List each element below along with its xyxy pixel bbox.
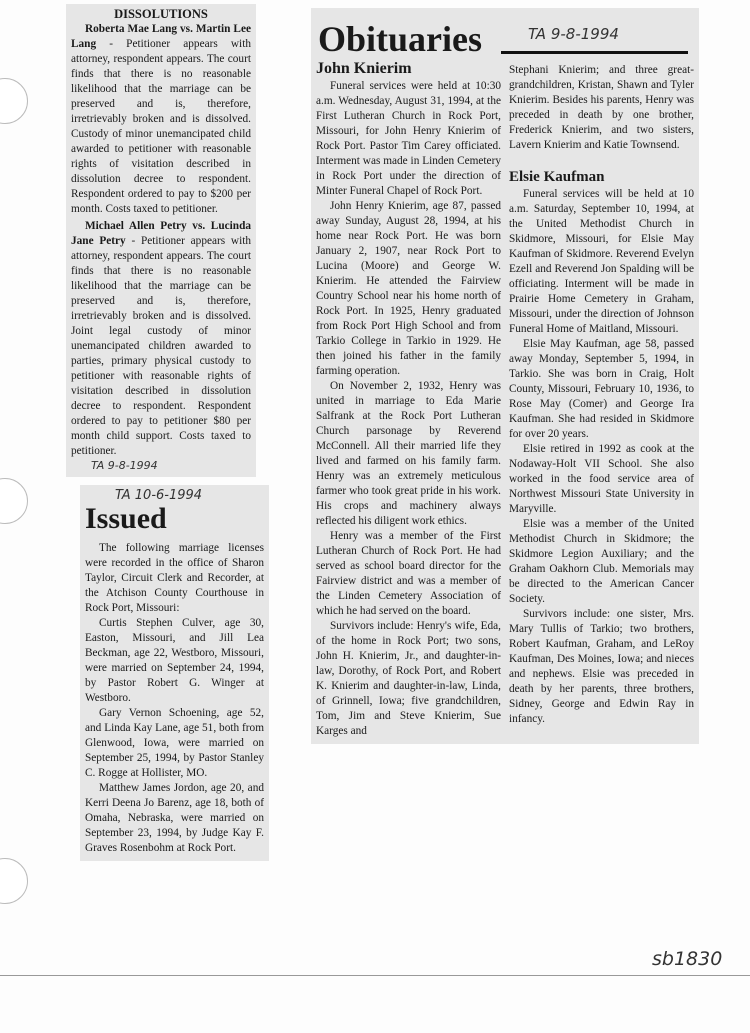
page-label: sb1830 (652, 948, 723, 970)
obit-paragraph: Funeral services will be held at 10 a.m. Saturday, September 10, 1994, at the United Methodist Church in Skidmore, Missouri, for Elsie May Kaufman of Skidmore. Reverend Evelyn Ezell and Reverend Jon Spalding will be officiating. Interment will be made in Prairie Home Cemetery in Graham, Missouri, under the direction of Johnson Funeral Home of Maitland, Missouri. (509, 188, 694, 335)
issued-clipping (80, 485, 269, 861)
page-edge-line (0, 975, 750, 976)
heading-rule (501, 51, 688, 54)
case-1-names: Roberta Mae Lang vs. Martin Lee Lang (71, 23, 251, 50)
issued-heading: Issued (85, 502, 167, 535)
obit-paragraph: Survivors include: Henry's wife, Eda, of the home in Rock Port; two sons, John H. Knierim, Jr., and daughter-in-law, Dorothy, of Rock Port, and Robert K. Knierim and daughter-in-law, Linda, of Grinnell, Iowa; five grandchildren, Tom, Jim and Steve Knierim, Sue Karges and (316, 620, 501, 737)
obit-paragraph: Elsie May Kaufman, age 58, passed away Monday, September 5, 1994, in Tarkio. She was born in Craig, Holt County, Missouri, February 10, 1936, to Rose May (Comer) and George Ira Kaufman. She had resided in Skidmore for over 20 years. (509, 338, 694, 440)
case-2 (71, 219, 251, 459)
obit-paragraph: Stephani Knierim; and three great-grandchildren, Kristan, Shawn and Tyler Knierim. Besides his parents, Henry was preceded in death by one brother, Frederick Knierim, and two sisters, Lavern Knierim and Katie Townsend. (509, 64, 694, 151)
handwritten-date: TA 10-6-1994 (115, 488, 203, 503)
dissolutions-clipping (66, 4, 256, 477)
obit-name-elsie: Elsie Kaufman (509, 169, 605, 185)
obit-column-right (509, 59, 694, 739)
obit-paragraph: Elsie was a member of the United Methodist Church in Skidmore; the Skidmore Legion Auxiliary; and the Graham Oakhorn Club. Memorials may be directed to the American Cancer Society. (509, 518, 694, 605)
handwritten-date: TA 9-8-1994 (91, 459, 158, 472)
obituaries-clipping (311, 8, 699, 744)
issued-paragraph: Matthew James Jordon, age 20, and Kerri Deena Jo Barenz, age 18, both of Omaha, Nebraska, were married on September 23, 1994, by Judge Kay F. Graves Rosenbohm at Rock Port. (85, 782, 264, 854)
obit-column-left (316, 59, 501, 739)
case-1 (71, 22, 251, 217)
obit-paragraph: On November 2, 1932, Henry was united in marriage to Eda Marie Salfrank at the Rock Port Lutheran Church parsonage by Reverend McConnell. All their married life they lived and farmed on his family farm. Henry was an extremely meticulous farmer who took great pride in his work. His crops and machinery always reflected his diligent work ethics. (316, 380, 501, 527)
handwritten-date: TA 9-8-1994 (528, 25, 619, 43)
left-column (66, 4, 271, 861)
issued-paragraph: Curtis Stephen Culver, age 30, Easton, Missouri, and Jill Lea Beckman, age 22, Westboro, Missouri, were married on September 24, 1994, by Pastor Robert G. Winger at Westboro. (85, 617, 264, 704)
obit-name-john: John Knierim (316, 60, 412, 77)
case-1-text: - Petitioner appears with attorney, respondent appears. The court finds that there is no reasonable likelihood that the marriage can be preserved and is, therefore, irretrievably broken and is dissolved. Custody of minor unemancipated child awarded to petitioner with reasonable rights of visitation described in dissolution decree to respondent. Respondent ordered to pay to $200 per month. Costs taxed to petitioner. (71, 38, 251, 215)
obituaries-header (316, 11, 694, 59)
punch-hole (0, 858, 28, 904)
dissolutions-heading: DISSOLUTIONS (114, 7, 208, 21)
case-2-names: Michael Allen Petry vs. Lucinda Jane Petry (71, 220, 251, 247)
punch-hole (0, 78, 28, 124)
obit-paragraph: Funeral services were held at 10:30 a.m. Wednesday, August 31, 1994, at the First Lutheran Church in Rock Port, Missouri, for John Henry Knierim of Rock Port. Pastor Tim Carey officiated. Interment was made in Linden Cemetery in Rock Port under the direction of Minter Funeral Chapel of Rock Port. (316, 80, 501, 197)
case-2-text: - Petitioner appears with attorney, respondent appears. The court finds that there is no reasonable likelihood that the marriage can be preserved and is, therefore, irretrievably broken and is dissolved. Joint legal custody of minor unemancipated children awarded to parties, primary physical custody to petitioner with reasonable rights of visitation described in dissolution decree to respondent. Respondent ordered to pay to petitioner $80 per month child support. Costs taxed to petitioner. (71, 235, 251, 457)
issued-paragraph: The following marriage licenses were recorded in the office of Sharon Taylor, Circuit Clerk and Recorder, at the Atchison County Courthouse in Rock Port, Missouri: (85, 542, 264, 614)
obituaries-heading: Obituaries (318, 19, 483, 59)
punch-hole (0, 478, 28, 524)
obit-paragraph: Elsie retired in 1992 as cook at the Nodaway-Holt VII School. She also worked in the food service area of Northwest Missouri State University in Maryville. (509, 443, 694, 515)
issued-paragraph: Gary Vernon Schoening, age 52, and Linda Kay Lane, age 51, both from Glenwood, Iowa, were married on September 25, 1994, by Pastor Stanley C. Rogge at Hollister, MO. (85, 707, 264, 779)
obit-paragraph: Henry was a member of the First Lutheran Church of Rock Port. He had served as school board director for the Fairview district and was a member of the Linden Cemetery Association of which he had served on the board. (316, 530, 501, 617)
obit-paragraph: John Henry Knierim, age 87, passed away Sunday, August 28, 1994, at his home near Rock Port. He was born January 2, 1907, near Rock Port to Lucina (Moore) and George W. Knierim. He attended the Fairview Country School near his home north of Rock Port. In 1925, Henry graduated from Rock Port High School and from Tarkio College in Tarkio in 1929. He then joined his father in the family farming operation. (316, 200, 501, 377)
obit-paragraph: Survivors include: one sister, Mrs. Mary Tullis of Tarkio; two brothers, Robert Kaufman, Graham, and LeRoy Kaufman, Des Moines, Iowa; and nieces and nephews. Elsie was preceded in death by her parents, three brothers, Sidney, George and Edwin Ray in infancy. (509, 608, 694, 725)
